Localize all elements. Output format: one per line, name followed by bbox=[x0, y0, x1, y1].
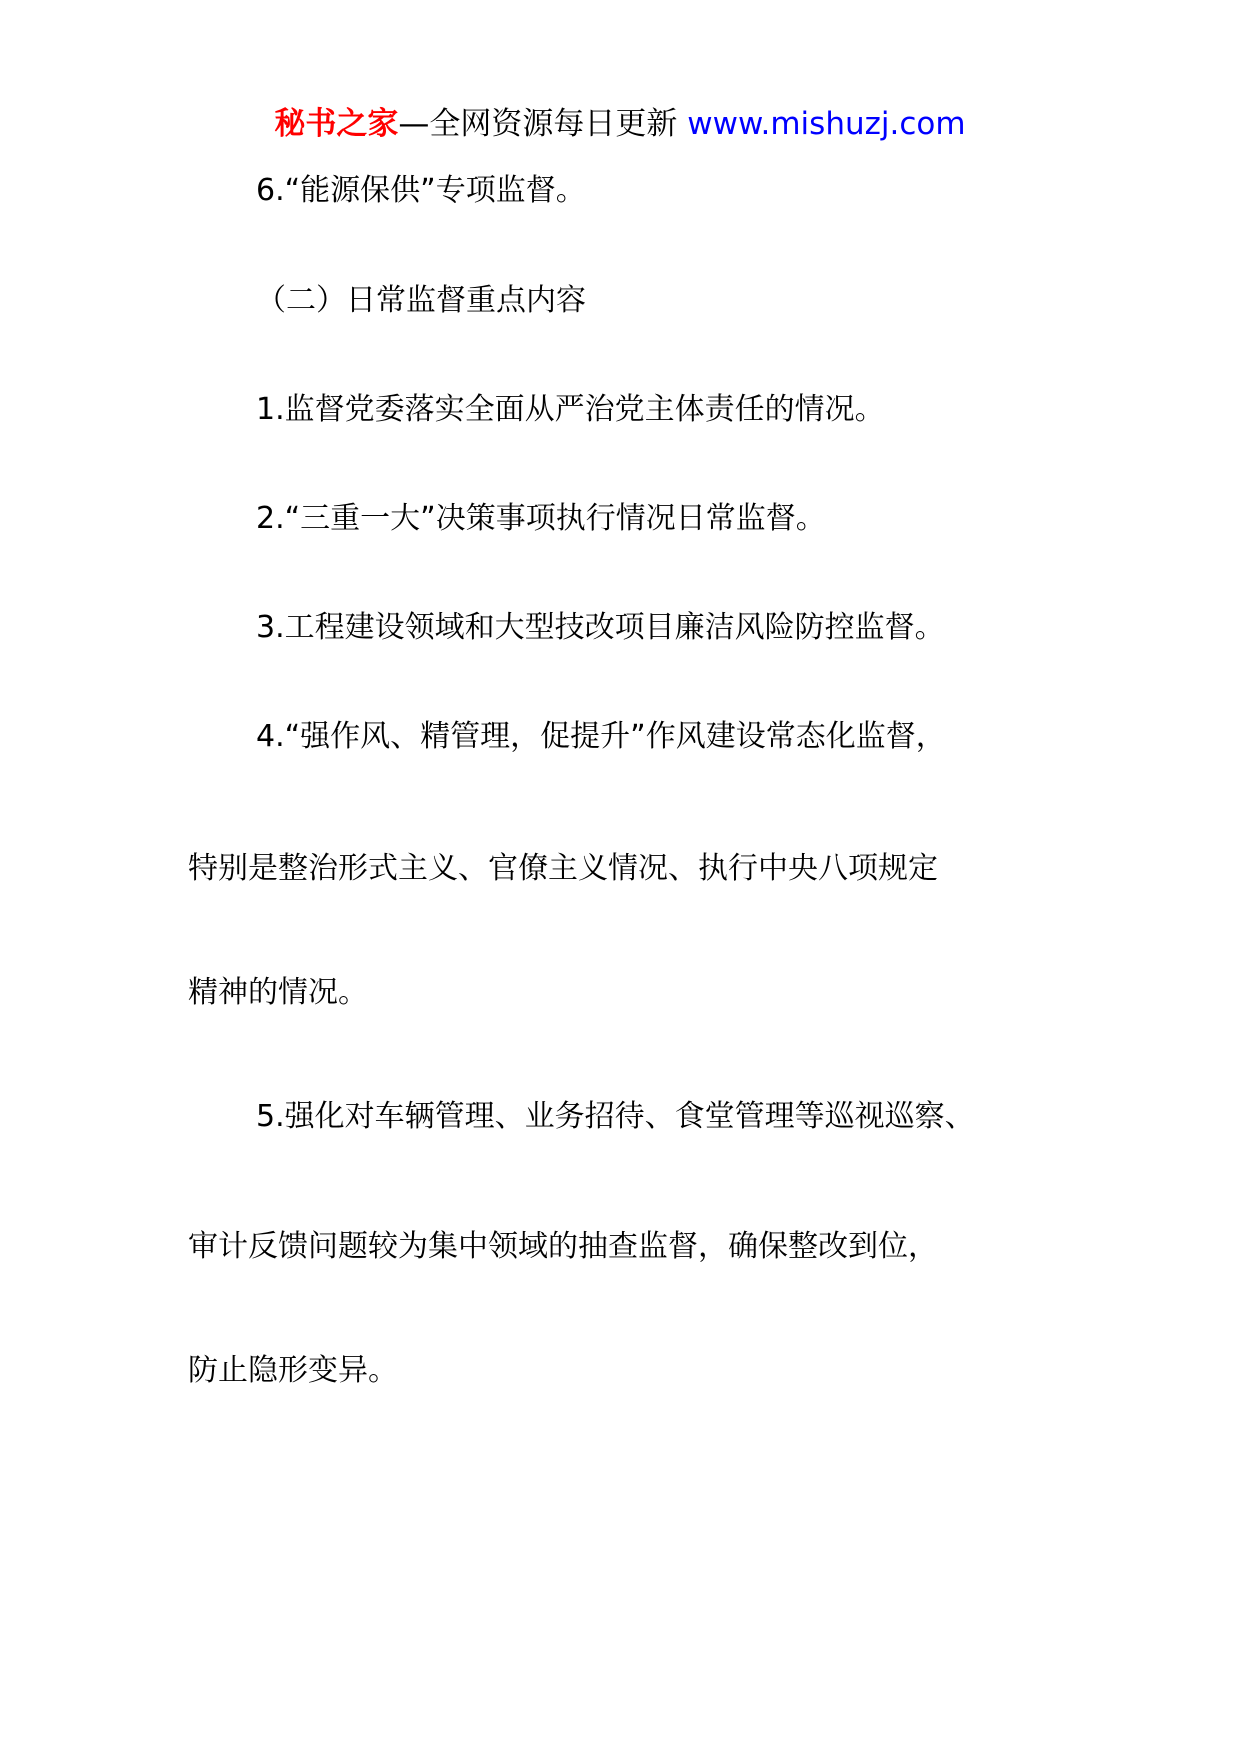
list-item-1: 1.监督党委落实全面从严治党主体责任的情况。 bbox=[256, 392, 885, 427]
list-item-3: 3.工程建设领域和大型技改项目廉洁风险防控监督。 bbox=[256, 610, 945, 645]
list-item-2: 2.“三重一大”决策事项执行情况日常监督。 bbox=[256, 501, 826, 536]
list-item-6: 6.“能源保供”专项监督。 bbox=[256, 173, 586, 208]
list-item-4-end: 精神的情况。 bbox=[188, 975, 368, 1010]
brand-name: 秘书之家 bbox=[274, 106, 399, 142]
site-url-link[interactable]: www.mishuzj.com bbox=[687, 106, 966, 142]
list-item-5-continued: 审计反馈问题较为集中领域的抽查监督，确保整改到位， bbox=[188, 1229, 938, 1264]
header-tagline: —全网资源每日更新 bbox=[398, 106, 678, 142]
list-item-4-continued: 特别是整治形式主义、官僚主义情况、执行中央八项规定 bbox=[188, 851, 938, 886]
section-heading: （二）日常监督重点内容 bbox=[256, 283, 586, 318]
list-item-5: 5.强化对车辆管理、业务招待、食堂管理等巡视巡察、 bbox=[256, 1099, 975, 1134]
list-item-5-end: 防止隐形变异。 bbox=[188, 1353, 398, 1388]
page-header bbox=[0, 102, 1240, 146]
list-item-4: 4.“强作风、精管理，促提升”作风建设常态化监督， bbox=[256, 719, 946, 754]
